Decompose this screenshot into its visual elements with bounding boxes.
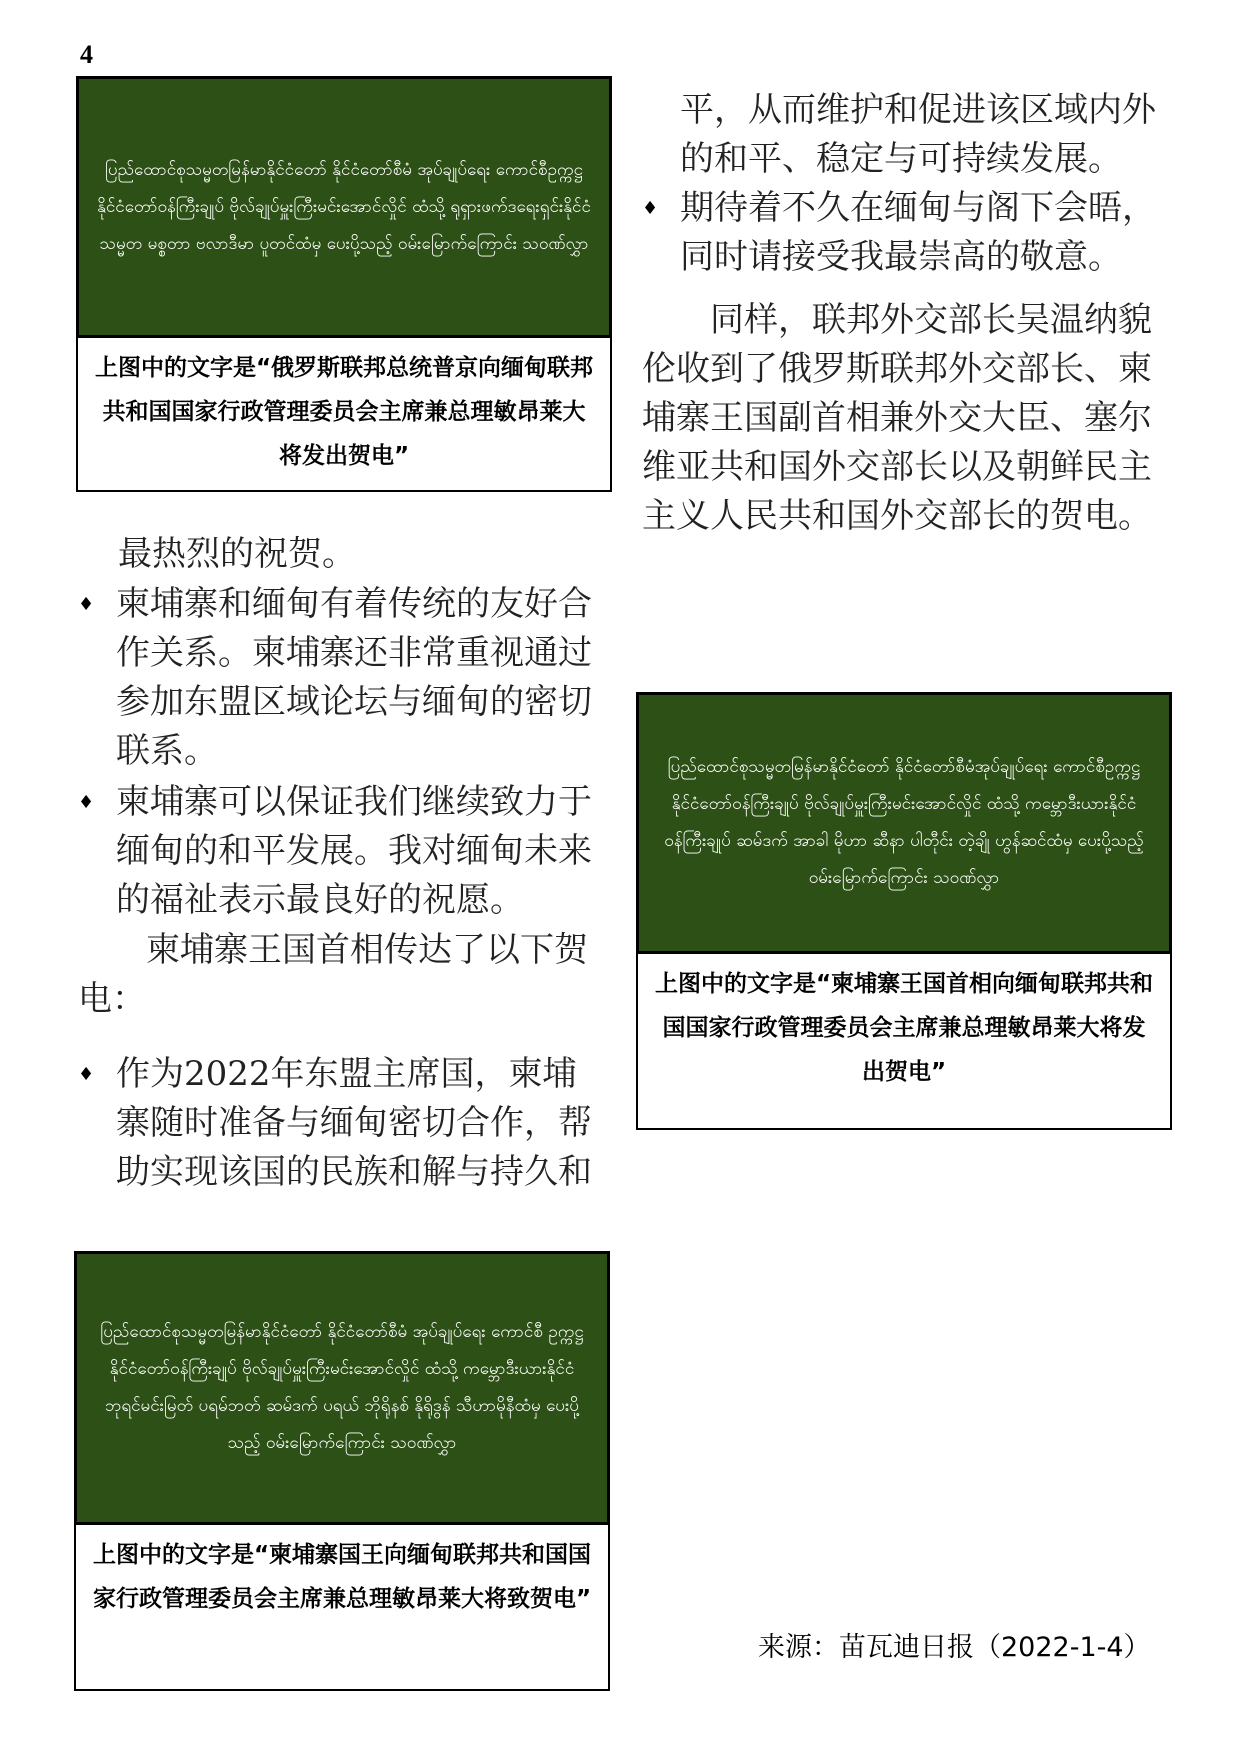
banner-text: ပြည်ထောင်စုသမ္မတမြန်မာနိုင်ငံတော် နိုင်ငံတော်စီမံ အုပ်ချုပ်ရေး ကောင်စီဥက္ကဋ္ဌ နိုင်ငံတော်ဝန်ကြီးချုပ် ဗိုလ်ချုပ်မှူးကြီးမင်းအောင်လှိုင် ထံသို့ ရုရှားဖက်ဒရေးရှင်းနိုင်ငံ သမ္မတ မစ္စတာ ဗလာဒီမာ ပူတင်ထံမှ ပေးပို့သည့် ဝမ်းမြောက်ကြောင်း သဝဏ်လွှာ: [97, 159, 591, 254]
message-banner: [76, 76, 612, 338]
left-bullet-2: [78, 778, 608, 925]
figure-caption: 上图中的文字是“柬埔寨王国首相向缅甸联邦共和国国家行政管理委员会主席兼总理敏昂莱大将发出贺电”: [636, 954, 1172, 1130]
figure-hunsen-message: [636, 692, 1172, 1130]
bullet-text: 柬埔寨和缅甸有着传统的友好合作关系。柬埔寨还非常重视通过参加东盟区域论坛与缅甸的密切联系。: [116, 584, 592, 771]
page-number: 4: [80, 40, 93, 69]
figure-putin-message: [76, 76, 612, 492]
right-bullet: [642, 184, 1162, 282]
figure-caption: 上图中的文字是“俄罗斯联邦总统普京向缅甸联邦共和国国家行政管理委员会主席兼总理敏昂莱大将发出贺电”: [76, 338, 612, 492]
message-banner: [74, 1251, 610, 1525]
left-bullet-1: [78, 580, 608, 776]
banner-text: ပြည်ထောင်စုသမ္မတမြန်မာနိုင်ငံတော် နိုင်ငံတော်စီမံ အုပ်ချုပ်ရေး ကောင်စီ ဥက္ကဋ္ဌ နိုင်ငံတော်ဝန်ကြီးချုပ် ဗိုလ်ချုပ်မှူးကြီးမင်းအောင်လှိုင် ထံသို့ ကမ္ဘောဒီးယားနိုင်ငံ ဘုရင်မင်းမြတ် ပရမ်ဘတ် ဆမ်ဒက် ပရယ် ဘိုရိုနစ် နိုရိုဒွန် သီဟာမိုနီထံမှ ပေးပို့သည့် ဝမ်းမြောက်ကြောင်း သဝဏ်လွှာ: [100, 1322, 584, 1453]
message-banner: [636, 692, 1172, 954]
left-continuation: 最热烈的祝贺。: [118, 534, 356, 574]
figure-caption: 上图中的文字是“柬埔寨国王向缅甸联邦共和国国家行政管理委员会主席兼总理敏昂莱大将致贺电”: [74, 1525, 610, 1691]
left-paragraph: 柬埔寨王国首相传达了以下贺电：: [78, 930, 588, 1019]
bullet-text: 期待着不久在缅甸与阁下会晤，同时请接受我最崇高的敬意。: [680, 188, 1156, 277]
bullet-text: 作为2022年东盟主席国，柬埔寨随时准备与缅甸密切合作，帮助实现该国的民族和解与持久和: [116, 1054, 592, 1192]
bullet-icon: ♦: [642, 198, 659, 219]
right-paragraph: 同样，联邦外交部长吴温纳貌伦收到了俄罗斯联邦外交部长、柬埔寨王国副首相兼外交大臣、塞尔维亚共和国外交部长以及朝鲜民主主义人民共和国外交部长的贺电。: [642, 300, 1152, 536]
bullet-icon: ♦: [78, 594, 95, 615]
right-continuation: 平，从而维护和促进该区域内外的和平、稳定与可持续发展。: [680, 90, 1156, 179]
figure-king-message: [74, 1251, 610, 1691]
bullet-icon: ♦: [78, 1064, 95, 1085]
source-citation: 来源：苗瓦迪日报（2022-1-4）: [758, 1632, 1151, 1663]
left-bullet-3: [78, 1050, 608, 1197]
banner-text: ပြည်ထောင်စုသမ္မတမြန်မာနိုင်ငံတော် နိုင်ငံတော်စီမံအုပ်ချုပ်ရေး ကောင်စီဥက္ကဋ္ဌ နိုင်ငံတော်ဝန်ကြီးချုပ် ဗိုလ်ချုပ်မှူးကြီးမင်းအောင်လှိုင် ထံသို့ ကမ္ဘောဒီးယားနိုင်ငံ ဝန်ကြီးချုပ် ဆမ်ဒက် အာခါ မိုဟာ ဆီနာ ပါတီုင်း တဲ့ချို ဟွန်ဆင်ထံမှ ပေးပို့သည့် ဝမ်းမြောက်ကြောင်း သဝဏ်လွှာ: [664, 757, 1144, 888]
bullet-icon: ♦: [78, 792, 95, 813]
bullet-text: 柬埔寨可以保证我们继续致力于缅甸的和平发展。我对缅甸未来的福祉表示最良好的祝愿。: [116, 782, 592, 920]
